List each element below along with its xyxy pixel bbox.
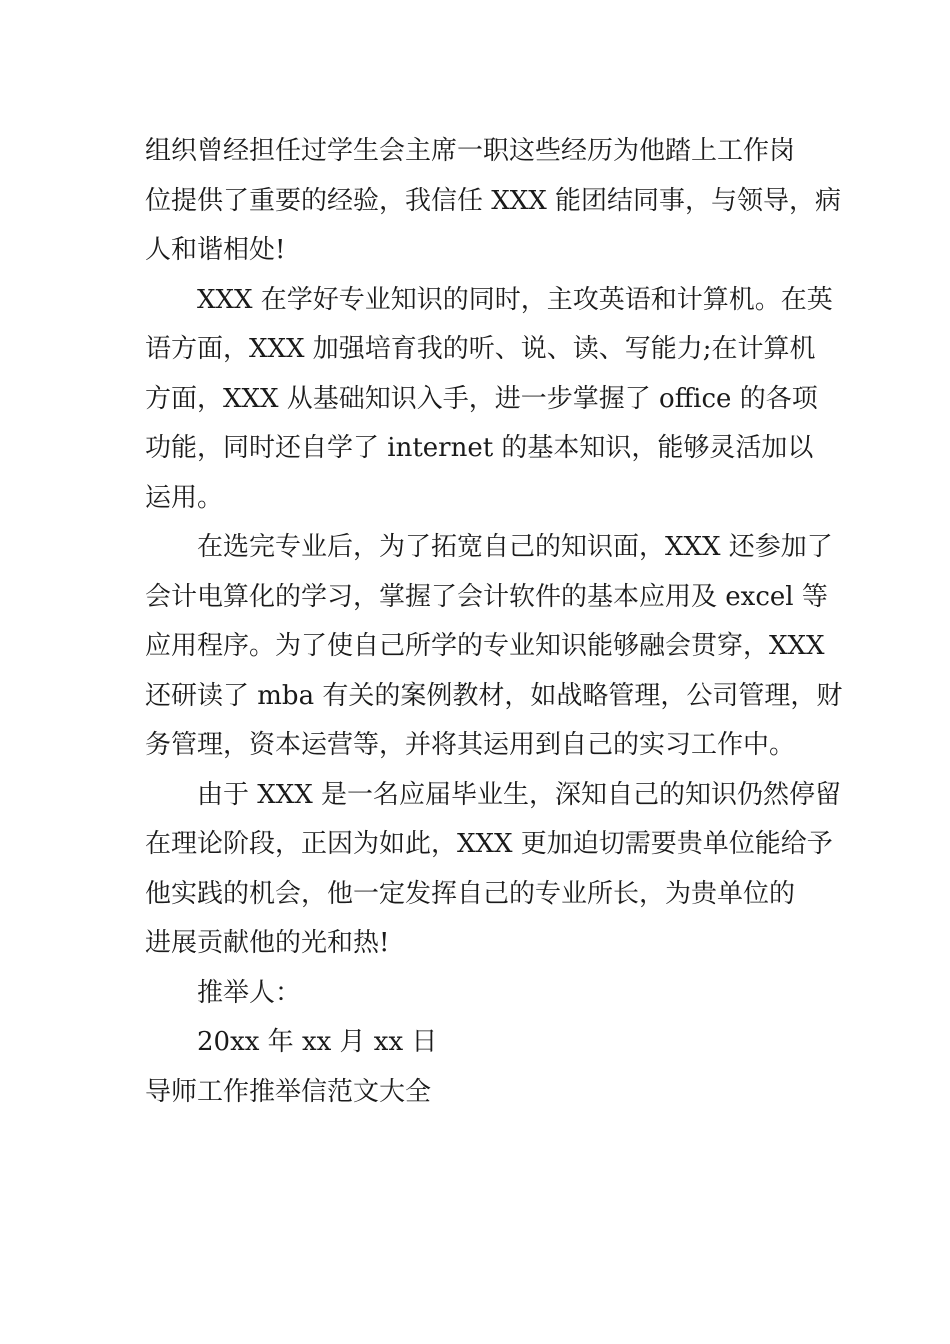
text-line: 语方面，XXX 加强培育我的听、说、读、写能力;在计算机 [145,334,816,364]
text-line: 务管理，资本运营等，并将其运用到自己的实习工作中。 [145,730,796,760]
text-line: 进展贡献他的光和热! [145,928,390,958]
text-line: 会计电算化的学习，掌握了会计软件的基本应用及 excel 等 [145,581,828,612]
text-line: 运用。 [145,482,224,513]
paragraph-first-line: XXX 在学好专业知识的同时，主攻英语和计算机。在英 [197,284,833,315]
text-line: 应用程序。为了使自己所学的专业知识能够融会贯穿，XXX [145,631,825,661]
date-line: 20xx 年 xx 月 xx 日 [197,1027,438,1057]
text-line: 在理论阶段，正因为如此，XXX 更加迫切需要贵单位能给予 [145,829,833,859]
text-line: 方面，XXX 从基础知识入手，进一步掌握了 office 的各项 [145,383,818,414]
paragraph-first-line: 在选完专业后，为了拓宽自己的知识面，XXX 还参加了 [197,532,833,562]
document-body [145,127,843,1117]
text-line: 组织曾经担任过学生会主席一职这些经历为他踏上工作岗 [145,136,796,166]
recommender-label: 推举人： [197,977,302,1008]
section-title: 导师工作推举信范文大全 [145,1076,432,1107]
text-line: 他实践的机会，他一定发挥自己的专业所长，为贵单位的 [145,878,796,909]
text-line: 位提供了重要的经验，我信任 XXX 能团结同事，与领导，病 [145,185,842,216]
paragraph-first-line: 由于 XXX 是一名应届毕业生，深知自己的知识仍然停留 [197,779,842,810]
text-line: 还研读了 mba 有关的案例教材，如战略管理，公司管理，财 [145,680,843,711]
text-line: 功能，同时还自学了 internet 的基本知识，能够灵活加以 [145,433,814,463]
text-line: 人和谐相处! [145,235,286,265]
